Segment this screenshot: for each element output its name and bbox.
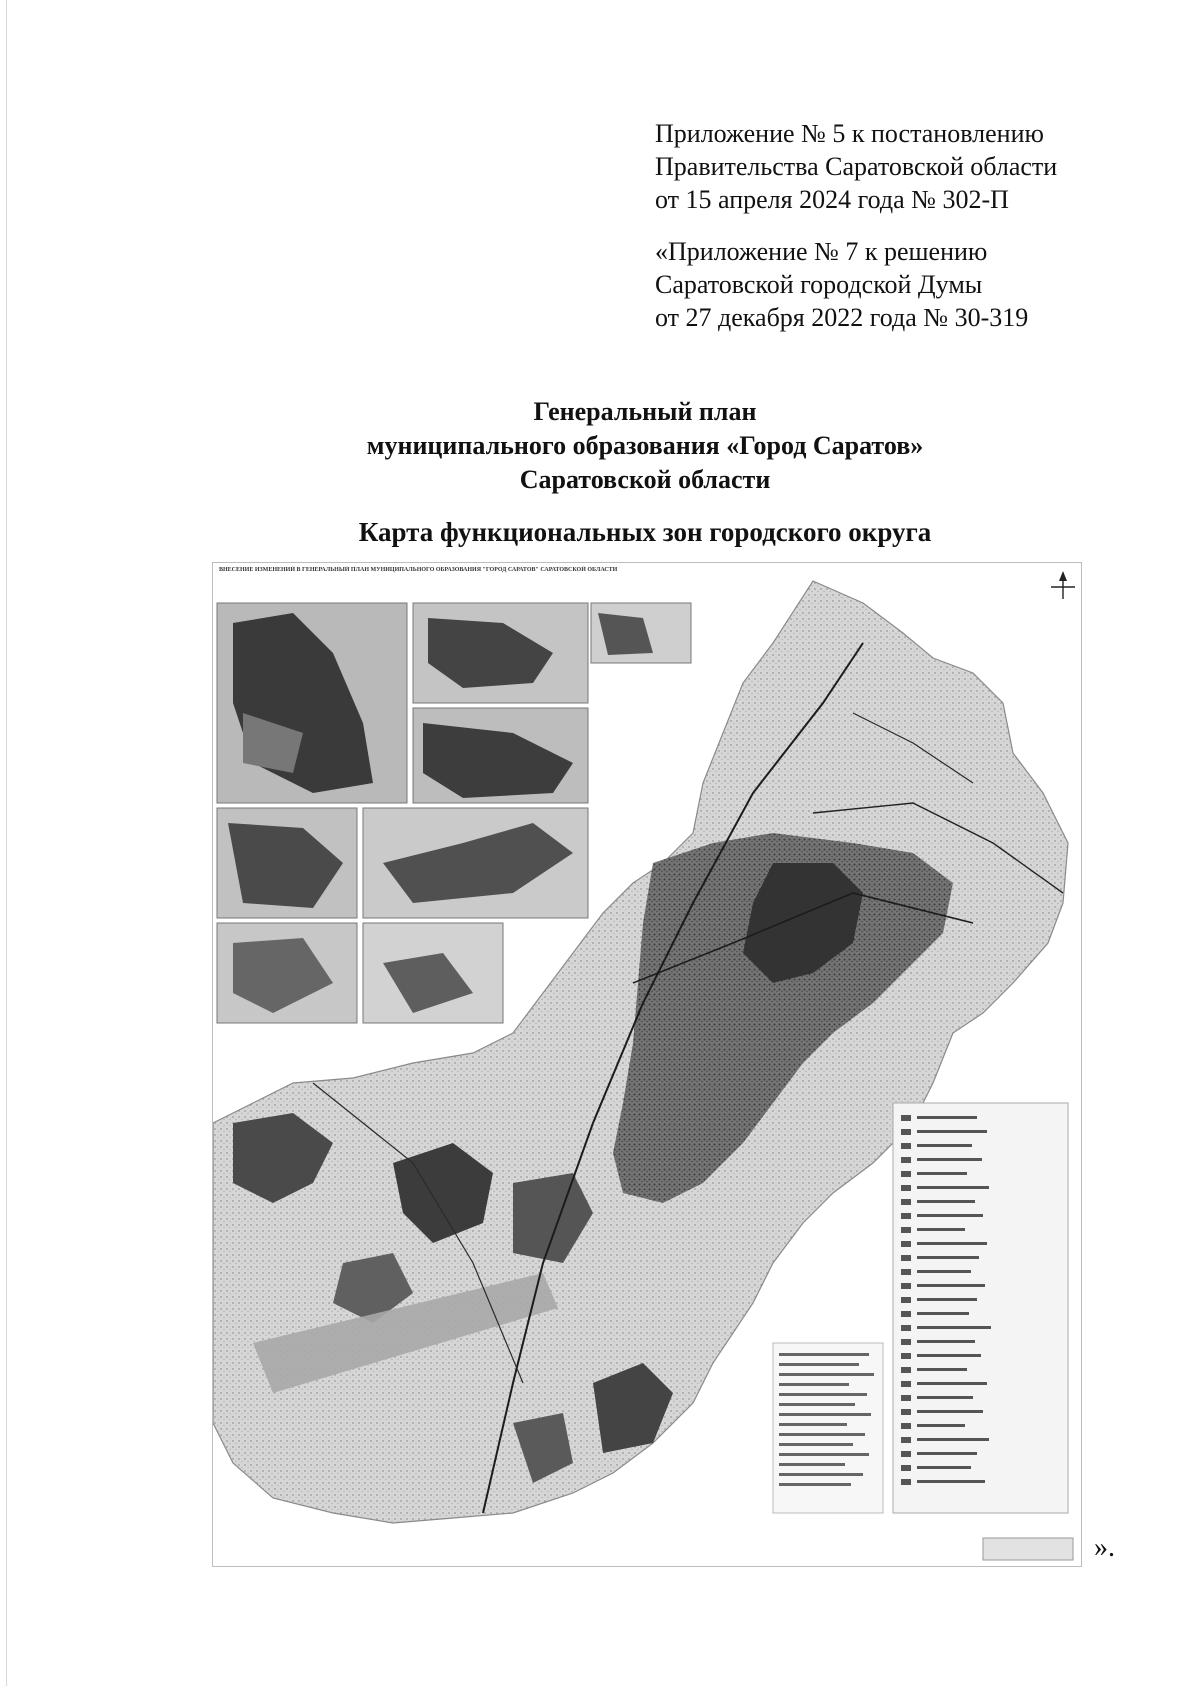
document-title	[0, 395, 1200, 497]
map-image	[213, 563, 1081, 1566]
title-line: Генеральный план	[533, 397, 757, 426]
page-edge	[6, 0, 7, 1686]
appendix-note-resolution	[655, 117, 1057, 216]
map-title: Карта функциональных зон городского округа	[358, 517, 932, 547]
appendix-note-decision	[655, 235, 1028, 334]
appendix-line: «Приложение № 7 к решению	[655, 237, 988, 266]
appendix-line: от 15 апреля 2024 года № 302-П	[655, 185, 1009, 214]
appendix-line: Саратовской городской Думы	[655, 270, 983, 299]
closing-quote: ».	[1094, 1532, 1115, 1563]
appendix-line: от 27 декабря 2022 года № 30-319	[655, 303, 1029, 332]
functional-zones-map	[212, 562, 1082, 1567]
appendix-line: Приложение № 5 к постановлению	[655, 119, 1044, 148]
appendix-line: Правительства Саратовской области	[655, 152, 1058, 181]
title-line: Саратовской области	[519, 465, 771, 494]
map-header: ВНЕСЕНИЕ ИЗМЕНЕНИЙ В ГЕНЕРАЛЬНЫЙ ПЛАН МУНИЦИПАЛЬНОГО ОБРАЗОВАНИЯ "ГОРОД САРАТОВ" САРАТОВСКОЙ ОБЛАСТИ	[219, 567, 618, 573]
title-line: муниципального образования «Город Саратов»	[366, 431, 924, 460]
north-arrow-icon	[1051, 571, 1075, 599]
